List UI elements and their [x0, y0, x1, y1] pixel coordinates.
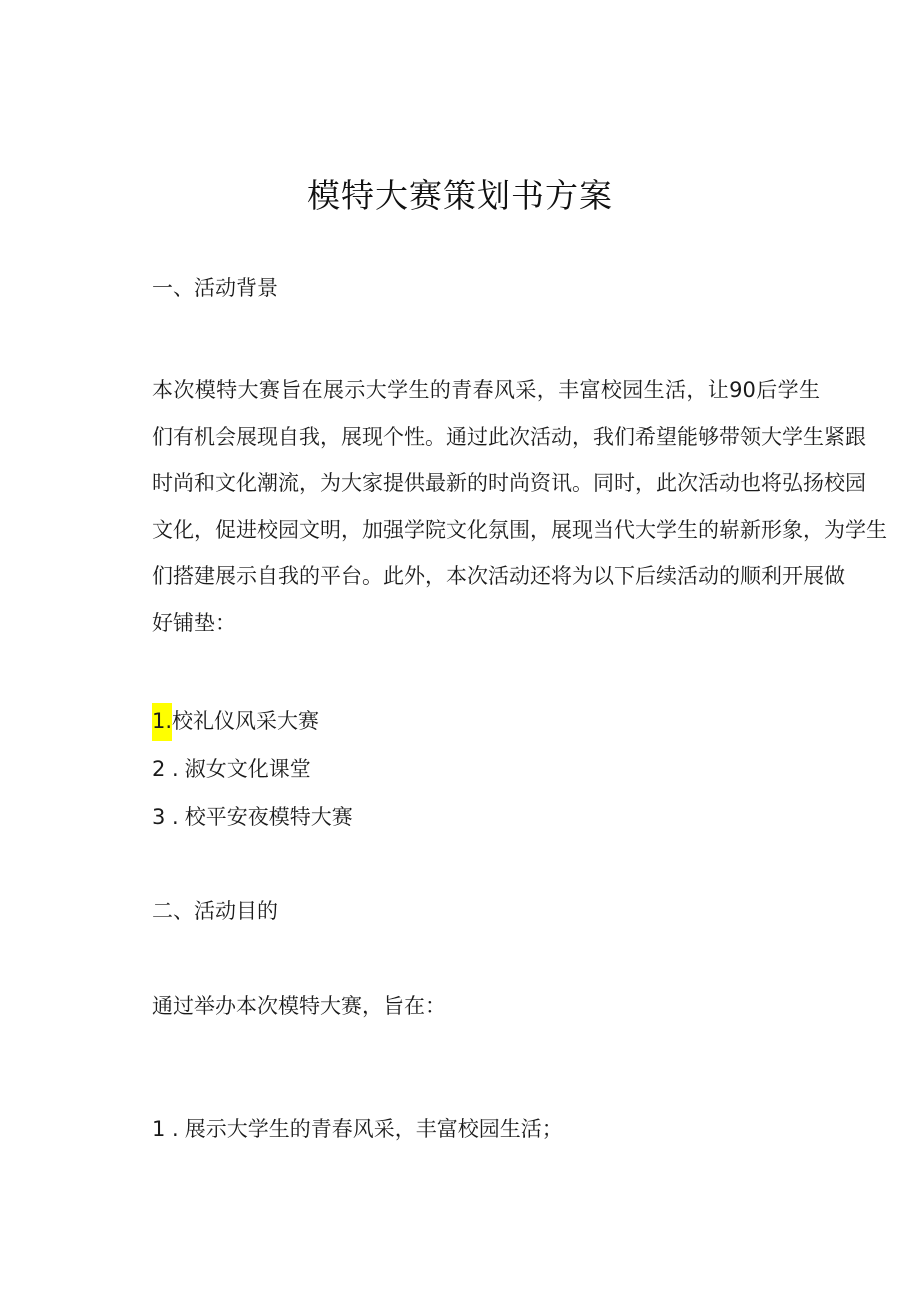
- list-item-text: 校平安夜模特大赛: [184, 805, 353, 829]
- list-item-text: 淑女文化课堂: [184, 757, 311, 781]
- list-number: 2 .: [152, 757, 179, 781]
- background-paragraph: [152, 367, 887, 646]
- list-item: [152, 705, 319, 741]
- list-number-highlighted: 1.: [152, 703, 172, 741]
- section-heading-purpose: 二、活动目的: [152, 899, 278, 923]
- list-item-text: 展示大学生的青春风采，丰富校园生活；: [184, 1117, 563, 1141]
- list-item: [152, 1113, 563, 1143]
- paragraph-line: 们有机会展现自我，展现个性。通过此次活动，我们希望能够带领大学生紧跟: [152, 424, 866, 449]
- paragraph-line: 本次模特大赛旨在展示大学生的青春风采，丰富校园生活，让90后学生: [152, 378, 820, 402]
- list-item: [152, 753, 311, 783]
- list-item: [152, 801, 353, 831]
- document-title: 模特大赛策划书方案: [307, 176, 613, 215]
- list-number: 1 .: [152, 1117, 179, 1141]
- list-number: 3 .: [152, 805, 179, 829]
- paragraph-line: 时尚和文化潮流，为大家提供最新的时尚资讯。同时，此次活动也将弘扬校园: [152, 471, 866, 495]
- paragraph-line: 文化，促进校园文明，加强学院文化氛围，展现当代大学生的崭新形象，为学生: [152, 517, 887, 542]
- paragraph-line: 们搭建展示自我的平台。此外，本次活动还将为以下后续活动的顺利开展做: [152, 564, 845, 588]
- list-item-text: 校礼仪风采大赛: [172, 709, 320, 733]
- purpose-intro: 通过举办本次模特大赛，旨在：: [152, 994, 446, 1018]
- paragraph-line: 好铺垫：: [152, 610, 236, 635]
- section-heading-background: 一、活动背景: [152, 276, 278, 300]
